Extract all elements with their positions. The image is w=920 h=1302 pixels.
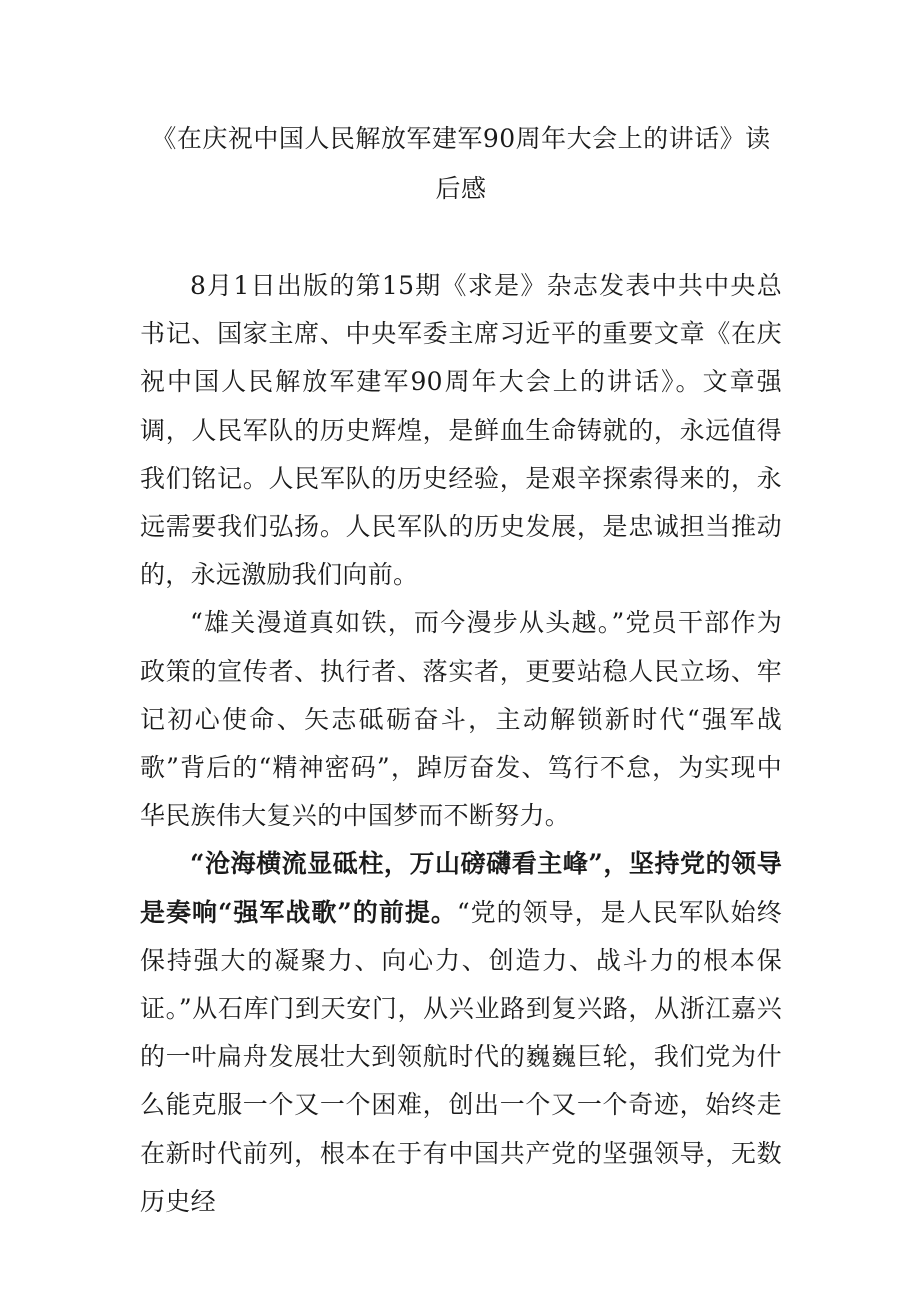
paragraph-text: 8月1日出版的第15期《求是》杂志发表中共中央总书记、国家主席、中央军委主席习近平的重要文章《在庆祝中国人民解放军建军90周年大会上的讲话》。文章强调，人民军队的历史辉煌，是鲜血生命铸就的，永远值得我们铭记。人民军队的历史经验，是艰辛探索得来的，永远需要我们弘扬。人民军队的历史发展，是忠诚担当推动的，永远激励我们向前。 — [140, 271, 782, 590]
document-body — [140, 262, 782, 1226]
paragraph-2 — [140, 599, 782, 840]
paragraph-text: “雄关漫道真如铁，而今漫步从头越。”党员干部作为政策的宣传者、执行者、落实者，更要站稳人民立场、牢记初心使命、矢志砥砺奋斗，主动解锁新时代“强军战歌”背后的“精神密码”，踔厉奋发、笃行不怠，为实现中华民族伟大复兴的中国梦而不断努力。 — [140, 608, 782, 831]
paragraph-3 — [140, 840, 782, 1226]
paragraph-text: “党的领导，是人民军队始终保持强大的凝聚力、向心力、创造力、战斗力的根本保证。”从石库门到天安门，从兴业路到复兴路，从浙江嘉兴的一叶扁舟发展壮大到领航时代的巍巍巨轮，我们党为什么能克服一个又一个困难，创出一个又一个奇迹，始终走在新时代前列，根本在于有中国共产党的坚强领导，无数历史经 — [140, 897, 782, 1216]
paragraph-1 — [140, 262, 782, 599]
paragraph-lead-sentence: “沧海横流显砥柱，万山磅礴看主峰”，坚持党的领导是奏响“强军战歌”的前提。 — [140, 849, 782, 927]
document-title: 《在庆祝中国人民解放军建军90周年大会上的讲话》读后感 — [151, 124, 771, 203]
